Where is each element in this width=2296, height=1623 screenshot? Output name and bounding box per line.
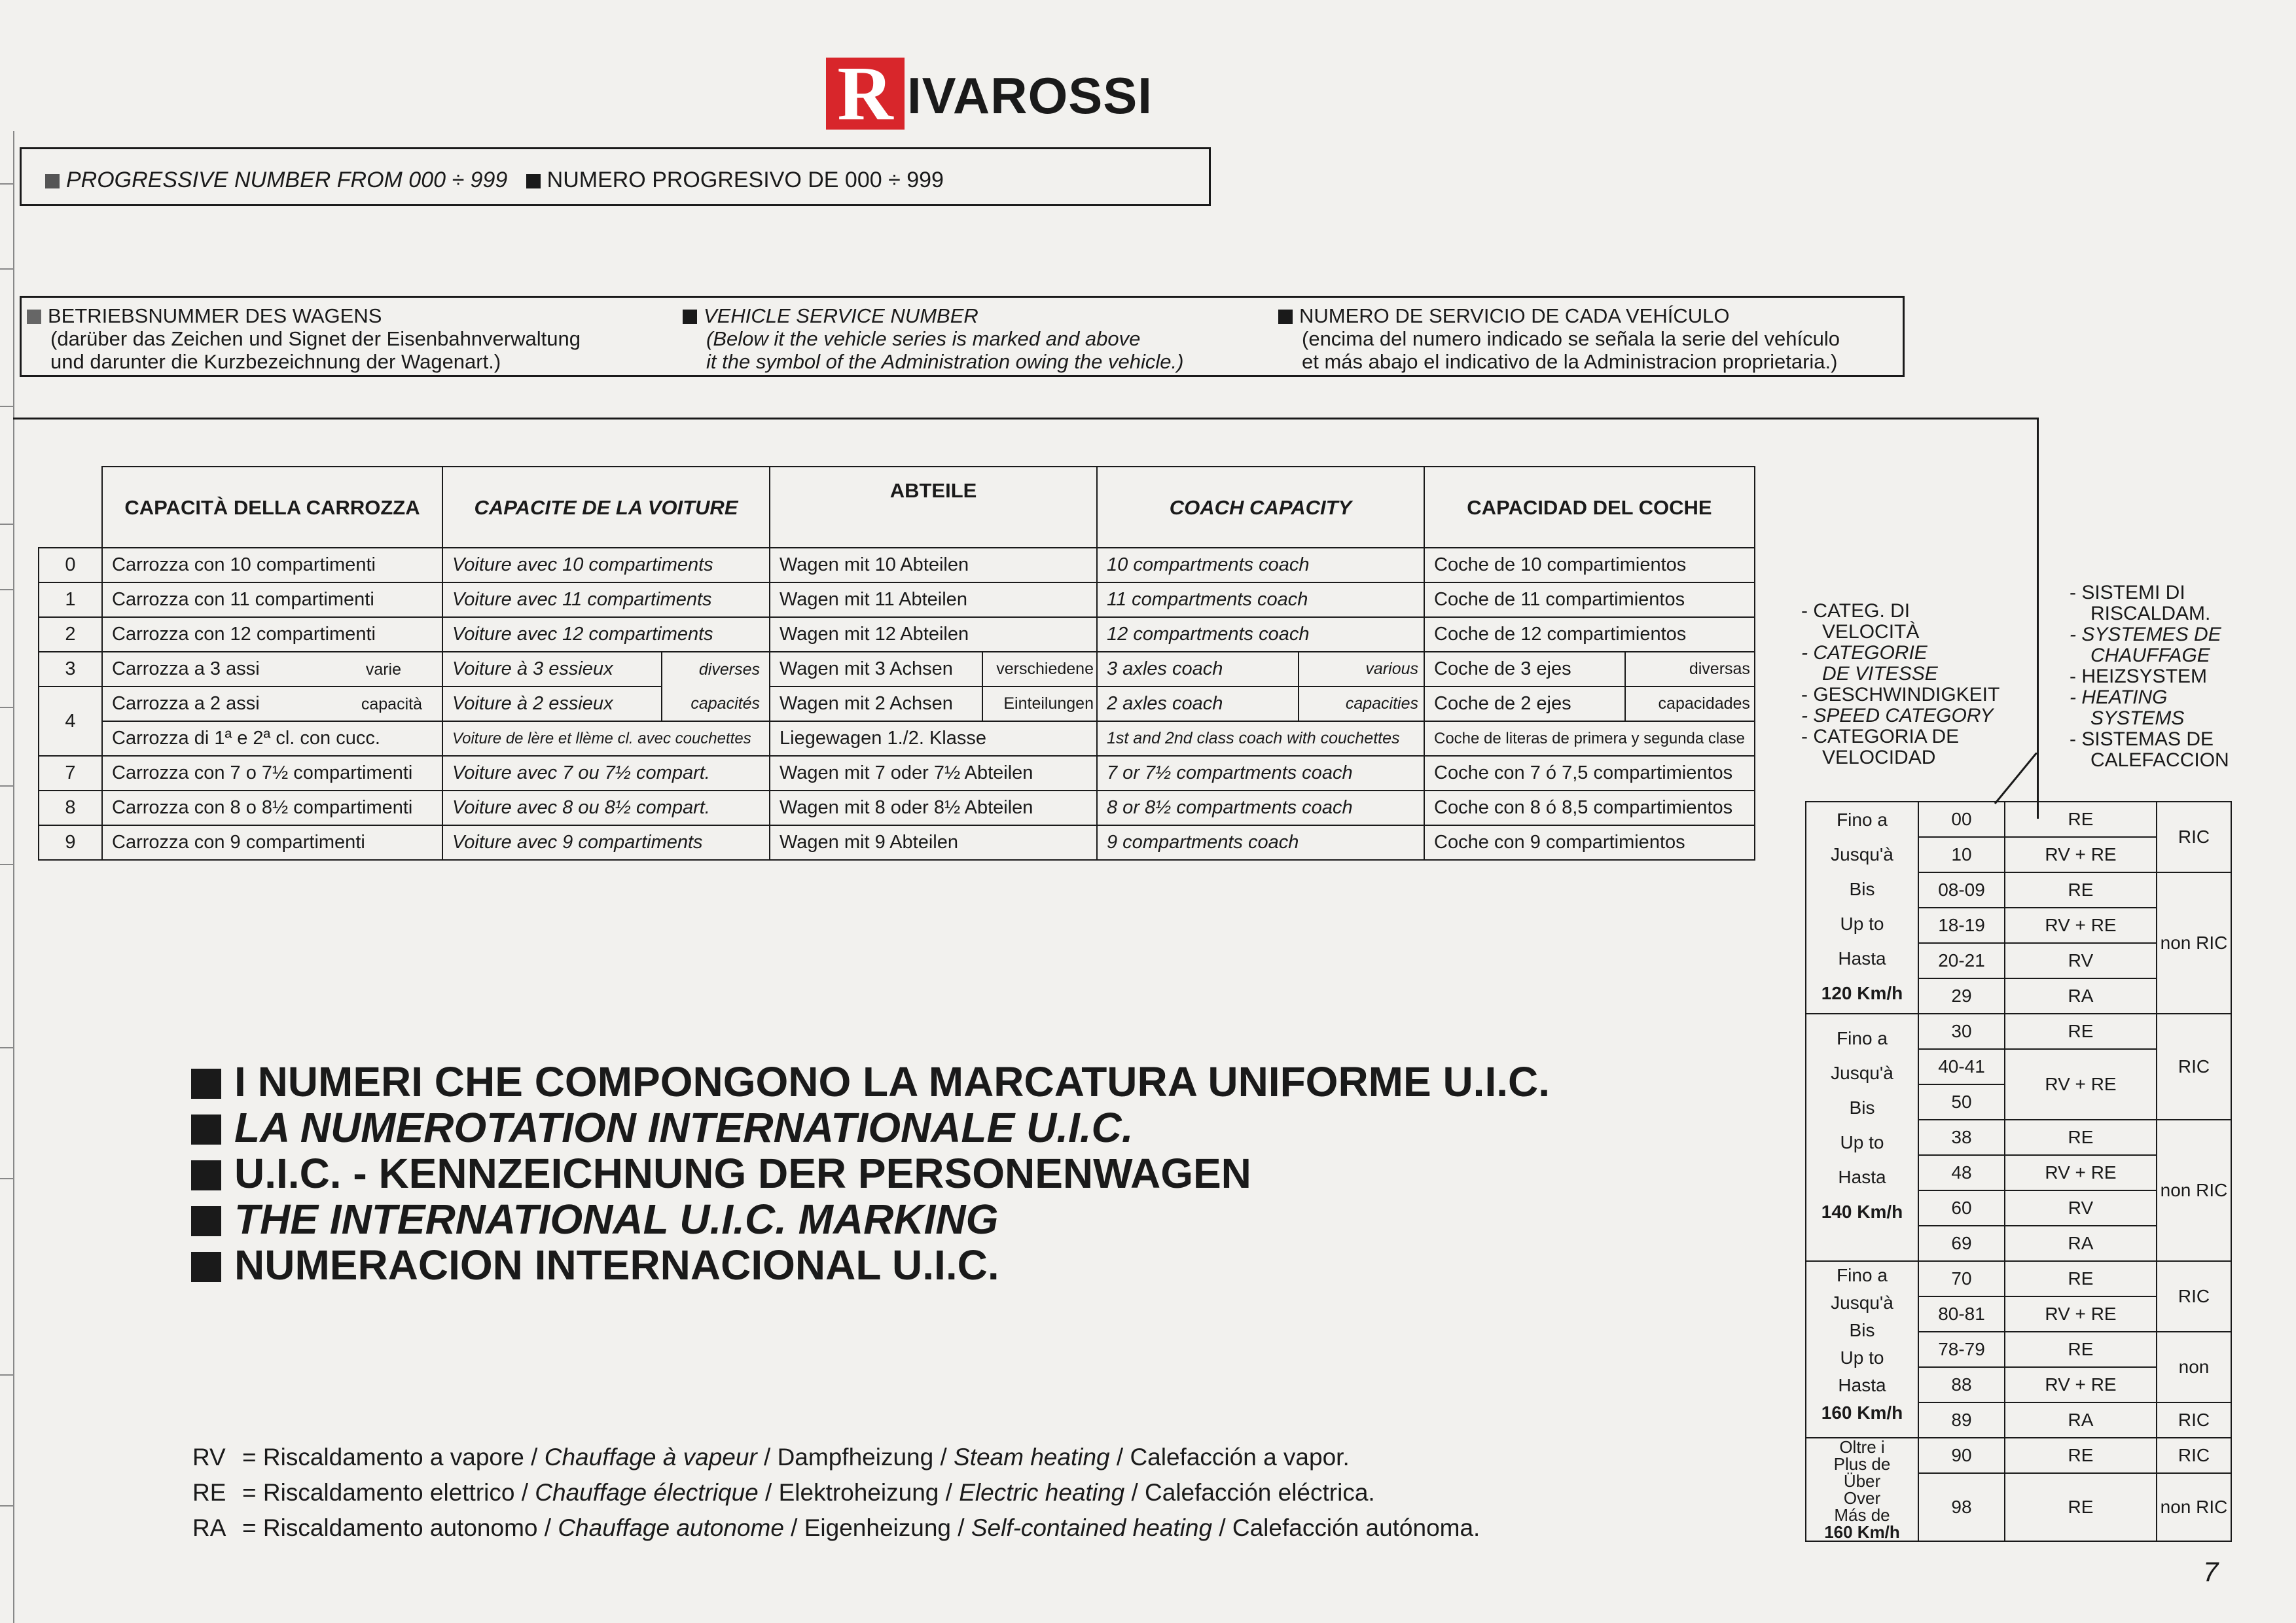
cell-de: Wagen mit 10 Abteilen <box>770 548 1097 582</box>
table-row <box>39 652 1755 687</box>
cell-fr: Voiture avec 8 ou 8½ compart. <box>442 791 770 825</box>
table-row: Fino a Jusqu'à Bis Up to Hasta 160 Km/h 70 RE RIC <box>1806 1261 2231 1296</box>
cell-es: Coche de 11 compartimientos <box>1424 582 1755 617</box>
service-de <box>27 304 581 373</box>
cell-en: 8 or 8½ compartments coach <box>1097 791 1424 825</box>
cell-en: 11 compartments coach <box>1097 582 1424 617</box>
table-row <box>39 548 1755 582</box>
speed-category-table <box>1805 801 2232 1542</box>
cell-de: Wagen mit 11 Abteilen <box>770 582 1097 617</box>
cell-de: Wagen mit 3 Achsen <box>770 652 982 687</box>
capacity-table <box>38 466 1755 861</box>
table-row <box>39 756 1755 791</box>
logo-letter: R <box>826 58 905 130</box>
header-fr: CAPACITE DE LA VOITURE <box>442 467 770 548</box>
table-row: 10 RV + RE <box>1806 837 2231 872</box>
table-row <box>39 687 1755 721</box>
table-row <box>39 617 1755 652</box>
table-row: 18-19 RV + RE <box>1806 908 2231 943</box>
service-es-line1: (encima del numero indicado se señala la serie del vehículo <box>1302 327 1840 350</box>
service-en-line2: it the symbol of the Administration owing the vehicle.) <box>706 350 1184 373</box>
cell-fr: Voiture avec 10 compartiments <box>442 548 770 582</box>
cell-it-sub: varie <box>365 660 401 679</box>
speed-group-label: Fino a Jusqu'à Bis Up to Hasta 120 Km/h <box>1806 802 1918 1014</box>
speed-group-label: Oltre i Plus de Über Over Más de 160 Km/h <box>1806 1438 1918 1541</box>
left-page-margin <box>0 131 14 1623</box>
cell-es: Coche de 12 compartimientos <box>1424 617 1755 652</box>
cell-it: Carrozza con 12 compartimenti <box>102 617 442 652</box>
title-de: U.I.C. - KENNZEICHNUNG DER PERSONENWAGEN <box>191 1150 1550 1196</box>
row-number: 2 <box>39 617 102 652</box>
table-row: 78-79 RE non <box>1806 1332 2231 1367</box>
title-en: THE INTERNATIONAL U.I.C. MARKING <box>191 1196 1550 1242</box>
service-de-title: BETRIEBSNUMMER DES WAGENS <box>48 304 382 327</box>
cell-en: 9 compartments coach <box>1097 825 1424 860</box>
cell-es-sub: diversas <box>1625 652 1755 687</box>
service-number-box <box>20 296 1905 377</box>
service-en <box>683 304 1183 373</box>
cell-en: 2 axles coach <box>1097 687 1299 721</box>
cell-es: Coche de 3 ejes <box>1424 652 1625 687</box>
cell-en: 3 axles coach <box>1097 652 1299 687</box>
service-es-title: NUMERO DE SERVICIO DE CADA VEHÍCULO <box>1299 304 1730 327</box>
table-row: 50 <box>1806 1084 2231 1120</box>
table-row <box>39 825 1755 860</box>
cell-fr: Voiture avec 11 compartiments <box>442 582 770 617</box>
cell-fr-sub: capacités <box>662 687 770 721</box>
title-es: NUMERACION INTERNACIONAL U.I.C. <box>191 1242 1550 1288</box>
table-row: 88 RV + RE <box>1806 1367 2231 1402</box>
bullet-icon <box>191 1069 221 1099</box>
cell-de: Liegewagen 1./2. Klasse <box>770 721 1097 756</box>
table-row: 98 RE non RIC <box>1806 1473 2231 1541</box>
table-row: 69 RA <box>1806 1226 2231 1261</box>
cell-en: 7 or 7½ compartments coach <box>1097 756 1424 791</box>
cell-de-sub: verschiedene <box>982 652 1097 687</box>
cell-es: Coche con 9 compartimientos <box>1424 825 1755 860</box>
table-row: 38 RE non RIC <box>1806 1120 2231 1155</box>
header-es: CAPACIDAD DEL COCHE <box>1424 467 1755 548</box>
progressive-number-box <box>20 147 1211 206</box>
cell-it: Carrozza con 8 o 8½ compartimenti <box>102 791 442 825</box>
cell-en: 1st and 2nd class coach with couchettes <box>1097 721 1424 756</box>
row-number: 7 <box>39 756 102 791</box>
header-en: COACH CAPACITY <box>1097 467 1424 548</box>
cell-fr-sub: diverses <box>662 652 770 687</box>
cell-it-sub: capacità <box>361 695 422 713</box>
title-fr: LA NUMEROTATION INTERNATIONALE U.I.C. <box>191 1105 1550 1150</box>
bullet-icon <box>191 1160 221 1190</box>
table-row: Fino a Jusqu'à Bis Up to Hasta 120 Km/h 00 RE RIC <box>1806 802 2231 837</box>
row-number: 9 <box>39 825 102 860</box>
cell-de-sub: Einteilungen <box>982 687 1097 721</box>
row-number: 1 <box>39 582 102 617</box>
row-number: 4 <box>39 687 102 756</box>
table-row: 89 RA RIC <box>1806 1402 2231 1438</box>
heating-legend <box>192 1440 1480 1546</box>
cell-it: Carrozza con 9 compartimenti <box>102 825 442 860</box>
header-de: ABTEILE <box>770 467 1097 548</box>
logo-text: IVAROSSI <box>907 67 1153 124</box>
legend-item: RA = Riscaldamento autonomo / Chauffage autonome / Eigenheizung / Self-contained heating / Calefacción autónoma. <box>192 1514 1480 1541</box>
cell-de: Wagen mit 7 oder 7½ Abteilen <box>770 756 1097 791</box>
cell-en: 12 compartments coach <box>1097 617 1424 652</box>
service-es <box>1278 304 1840 373</box>
table-header-row <box>39 467 1755 548</box>
table-row <box>39 791 1755 825</box>
bullet-icon <box>526 174 541 188</box>
row-number: 8 <box>39 791 102 825</box>
bullet-icon <box>45 174 60 188</box>
cell-de: Wagen mit 8 oder 8½ Abteilen <box>770 791 1097 825</box>
service-en-line1: (Below it the vehicle series is marked and above <box>706 327 1141 350</box>
legend-item: RV = Riscaldamento a vapore / Chauffage à vapeur / Dampfheizung / Steam heating / Calefacción a vapor. <box>192 1444 1350 1471</box>
cell-en-sub: capacities <box>1299 687 1424 721</box>
row-number: 3 <box>39 652 102 687</box>
table-row: 08-09 RE non RIC <box>1806 872 2231 908</box>
cell-fr: Voiture avec 12 compartiments <box>442 617 770 652</box>
bullet-icon <box>191 1206 221 1236</box>
progressive-en: PROGRESSIVE NUMBER FROM 000 ÷ 999 <box>66 168 508 192</box>
cell-es: Coche con 8 ó 8,5 compartimientos <box>1424 791 1755 825</box>
service-de-line2: und darunter die Kurzbezeichnung der Wagenart.) <box>50 350 501 373</box>
title-it: I NUMERI CHE COMPONGONO LA MARCATURA UNIFORME U.I.C. <box>191 1059 1550 1105</box>
table-row: Oltre i Plus de Über Over Más de 160 Km/h 90 RE RIC <box>1806 1438 2231 1473</box>
cell-fr: Voiture à 2 essieux <box>442 687 662 721</box>
cell-it: Carrozza con 7 o 7½ compartimenti <box>102 756 442 791</box>
cell-fr: Voiture de lère et llème cl. avec couchettes <box>442 721 770 756</box>
table-row: Fino a Jusqu'à Bis Up to Hasta 140 Km/h 30 RE RIC <box>1806 1014 2231 1049</box>
service-es-line2: et más abajo el indicativo de la Administracion proprietaria.) <box>1302 350 1838 373</box>
uic-titles <box>191 1059 1550 1288</box>
bullet-icon <box>191 1115 221 1145</box>
speed-group-label: Fino a Jusqu'à Bis Up to Hasta 140 Km/h <box>1806 1014 1918 1261</box>
progressive-es: NUMERO PROGRESIVO DE 000 ÷ 999 <box>547 168 944 192</box>
cell-it: Carrozza con 11 compartimenti <box>102 582 442 617</box>
cell-es: Coche con 7 ó 7,5 compartimientos <box>1424 756 1755 791</box>
table-row: 29 RA <box>1806 978 2231 1014</box>
cell-it: Carrozza a 3 assi varie <box>102 652 442 687</box>
speed-group-label: Fino a Jusqu'à Bis Up to Hasta 160 Km/h <box>1806 1261 1918 1438</box>
table-row: 20-21 RV <box>1806 943 2231 978</box>
heating-system-labels: - SISTEMI DI RISCALDAM. - SYSTEMES DE CHAUFFAGE - HEIZSYSTEM - HEATING SYSTEMS - SISTEMAS DE CALEFACCION <box>2070 582 2229 771</box>
cell-it: Carrozza con 10 compartimenti <box>102 548 442 582</box>
capacity-table-wrap <box>38 466 1755 861</box>
connector-line <box>1990 753 2042 805</box>
table-row: 60 RV <box>1806 1190 2231 1226</box>
table-row: 80-81 RV + RE <box>1806 1296 2231 1332</box>
bullet-icon <box>1278 310 1293 324</box>
row-number: 0 <box>39 548 102 582</box>
legend-item: RE = Riscaldamento elettrico / Chauffage électrique / Elektroheizung / Electric heating / Calefacción eléctrica. <box>192 1479 1375 1506</box>
cell-en-sub: various <box>1299 652 1424 687</box>
table-row <box>39 721 1755 756</box>
service-en-title: VEHICLE SERVICE NUMBER <box>704 304 978 327</box>
bullet-icon <box>191 1252 221 1282</box>
cell-it: Carrozza a 2 assi capacità <box>102 687 442 721</box>
service-de-line1: (darüber das Zeichen und Signet der Eisenbahnverwaltung <box>50 327 581 350</box>
cell-es: Coche de literas de primera y segunda clase <box>1424 721 1755 756</box>
bullet-icon <box>683 310 697 324</box>
speed-category-table-wrap <box>1805 801 2232 1542</box>
table-row <box>39 582 1755 617</box>
cell-de: Wagen mit 2 Achsen <box>770 687 982 721</box>
table-row: 40-41 RV + RE <box>1806 1049 2231 1084</box>
cell-fr: Voiture avec 7 ou 7½ compart. <box>442 756 770 791</box>
cell-es-sub: capacidades <box>1625 687 1755 721</box>
cell-en: 10 compartments coach <box>1097 548 1424 582</box>
page-number: 7 <box>2203 1556 2219 1587</box>
cell-fr: Voiture avec 9 compartiments <box>442 825 770 860</box>
cell-it: Carrozza di 1ª e 2ª cl. con cucc. <box>102 721 442 756</box>
speed-category-labels: - CATEG. DI VELOCITÀ - CATEGORIE DE VITESSE - GESCHWINDIGKEIT - SPEED CATEGORY - CATEGORIA DE VELOCIDAD <box>1801 600 2000 768</box>
bullet-icon <box>27 310 41 324</box>
header-it: CAPACITÀ DELLA CARROZZA <box>102 467 442 548</box>
cell-es: Coche de 10 compartimientos <box>1424 548 1755 582</box>
cell-fr: Voiture à 3 essieux <box>442 652 662 687</box>
cell-es: Coche de 2 ejes <box>1424 687 1625 721</box>
table-row: 48 RV + RE <box>1806 1155 2231 1190</box>
cell-de: Wagen mit 12 Abteilen <box>770 617 1097 652</box>
cell-de: Wagen mit 9 Abteilen <box>770 825 1097 860</box>
